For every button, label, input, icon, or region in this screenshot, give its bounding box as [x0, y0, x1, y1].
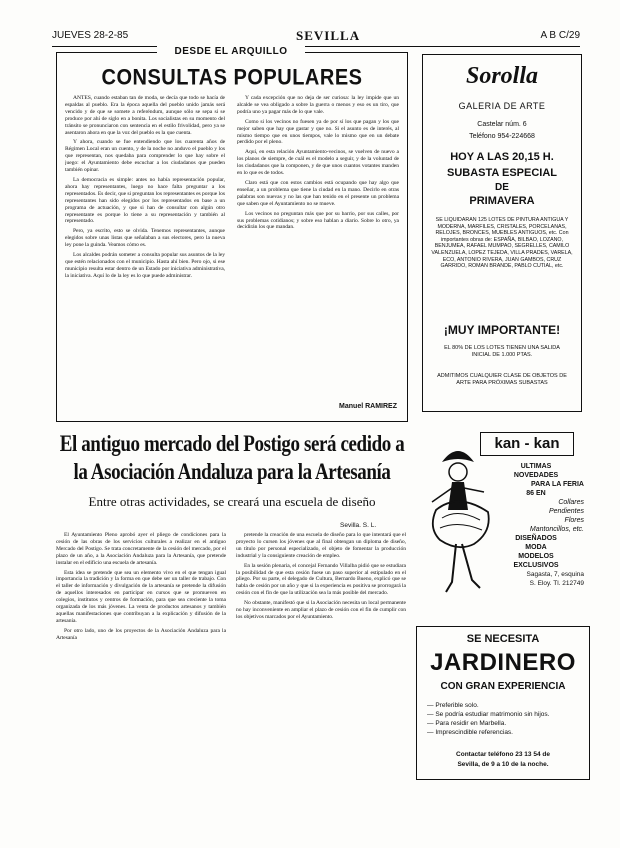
kankan-line: S. Eloy. Tl. 212749: [529, 580, 584, 587]
sorolla-hook3: DE: [495, 182, 509, 193]
news-text-col1: [56, 532, 226, 778]
jardinero-title: JARDINERO: [430, 649, 576, 676]
kankan-line: PARA LA FERIA: [530, 481, 584, 488]
jardinero-item-text: Para residir en Marbella.: [435, 720, 507, 727]
arquillo-kicker: DESDE EL ARQUILLO: [157, 46, 305, 57]
sorolla-hook4: PRIMAVERA: [469, 195, 535, 207]
kankan-line: Pendientes: [548, 508, 584, 515]
sorolla-phone: Teléfono 954-224668: [469, 133, 535, 140]
dancer-ruffle: [440, 513, 482, 530]
arquillo-para: Como si los vecinos no fuesen ya de por sí los que pagan y los que mejor saben que hay que gastar y que no. Si el asunto es de interés, al mismo tiempo que en unos tiempos, vale lo mismo que en un debate perdido por el pleno.: [237, 118, 399, 146]
jardinero-ad: [416, 626, 590, 780]
header-rule: [52, 46, 580, 47]
arquillo-column: [56, 46, 408, 422]
sorolla-logo: Sorolla: [465, 63, 539, 89]
jardinero-item: — Imprescindible referencias.: [427, 729, 513, 736]
sorolla-note2: ADMITIMOS CUALQUIER CLASE DE OBJETOS DE ARTE PARA PRÓXIMAS SUBASTAS: [437, 373, 567, 386]
kankan-copy: [488, 462, 584, 588]
sorolla-address: Castelar núm. 6: [477, 121, 527, 128]
jardinero-contact2: Sevilla, de 9 a 10 de la noche.: [457, 761, 549, 768]
header-section: SEVILLA: [296, 28, 361, 43]
arquillo-para: Los vecinos no preguntan más que por su barrio, por sus calles, por sus problemas cotidianos; y sobre eso hablan a diario. Sobre lo otro, ya decidirán los que mandan.: [237, 210, 399, 231]
jardinero-item-text: Preferible solo.: [435, 702, 479, 709]
arquillo-para: Aquí, en esta relación Ayuntamiento-vecinos, se vuelven de nuevo a los planos de siempre, de cuál es el modelo a seguir, y de la voluntad de los ciudadanos que la componen, y de que unos cuantos votantes manden en lo que es de todos.: [237, 149, 399, 177]
news-para: pretende la creación de una escuela de diseño para lo que intentará que el proyecto lo cursen los jóvenes que al final obtengan un diploma de diseño, un título por personal especializado, el objeto de fomentar la producción industrial y la consiguiente creación de empleo.: [236, 532, 406, 559]
dancer-body: [448, 482, 468, 510]
arquillo-para: La democracia es simple: antes no había representación popular, ahora hay representantes, luego no hace falta preguntar a los representados. Es decir, que si preguntan los representantes es porque los representantes han sido elegidos por los representados en base a un programa de actuación, y que si han de consultar con algún otro representante es porque lo tiene a su representación y también al representado.: [65, 176, 225, 225]
dancer-head: [449, 463, 467, 481]
news-text-col2: [236, 532, 406, 778]
kankan-line: 86 EN: [526, 490, 546, 497]
arquillo-para: Y ahora, cuando se fue entendiendo que los cuarenta años de Régimen Local eran un cuento, y de la noche no anduvo el pueblo y los que representan, nos quedaba para comprender lo que hay sobre el juego: el Ayuntamiento debe escuchar a los ciudadanos que pueden también opinar.: [65, 139, 225, 174]
news-byline: Sevilla. S. L.: [340, 522, 377, 529]
news-headline-2: la Asociación Andaluza para la Artesanía: [73, 459, 391, 485]
jardinero-item: — Para residir en Marbella.: [427, 720, 507, 727]
kankan-line: Sagasta, 7, esquina: [526, 571, 584, 578]
jardinero-item-text: Imprescindible referencias.: [435, 729, 513, 736]
sorolla-list: SE LIQUIDARAN 125 LOTES DE PINTURA ANTIGUA Y MODERNA, MARFILES, CRISTALES, PORCELANAS, RELOJES, BRONCES, MUEBLES ANTIGUOS, etc. Con importantes obras de: ESPAÑA, BILBAO, LOZANO, BENJUMEA, RAFAEL MUMPAO, SEGRELLES, CAMILO VALENZUELA, LOPEZ TEJEDA, VILLA PRADES, VARELA, ECO, ANTONIO RIVERA, JUAN GAMBOS, CRUZ GARRIDO, ROMAN BRANDE, PABLO CUTIAL, etc.: [431, 217, 573, 270]
dancer-leg: [446, 544, 480, 592]
jardinero-item-text: Se podría estudiar matrimonio sin hijos.: [435, 711, 550, 718]
arquillo-para: ANTES, cuando estaban tan de moda, se decía que todo se hacía de espaldas al pueblo. Era la época aquella del pueblo unido jamás será vencido y de que se somete a referéndum, aunque sólo se sepa si se produce por ahí de siglo en a bonita. Los socialistas en su momento del tránsito se pronunciaron con sentencia en el estilo frivolidad, pero ya se asentaron ahora en que la voz del pueblo es la que cuenta.: [65, 95, 225, 136]
kankan-line: MODA: [525, 544, 547, 551]
jardinero-subtitle: CON GRAN EXPERIENCIA: [440, 681, 566, 692]
sorolla-ad: [422, 54, 582, 412]
sorolla-note1: EL 80% DE LOS LOTES TIENEN UNA SALIDA INICIAL DE 1.000 PTAS.: [444, 345, 560, 358]
arquillo-para: Pero, ya escrito, esto se olvida. Tenemos representantes, aunque elegidos sobre unas listas que señalaban a sus electores, pero la nueva ley pone la guinda. Veamos cómo es.: [65, 228, 225, 249]
news-para: En la sesión plenaria, el concejal Fernando Villalba pidió que se estudiara la posibilidad de que esta cesión fuese un paso superior al estipulado en el pliego. Por su parte, el delegado de Cultura, Bernardo Bueno, explicó que se habla de cesión por un año y que si la experiencia es positiva se prorrogará la cesión con el fin de que la utilización sea la más posible del mercado.: [236, 562, 406, 597]
dancer-hat: [442, 451, 474, 462]
news-para: No obstante, manifestó que si la Asociación necesita un local permanente no hay inconveniente en ampliar el plazo de cesión con el fin de cumplir con los objetivos marcados por el Ayuntamiento.: [236, 600, 406, 620]
kankan-line: MODELOS: [518, 553, 554, 560]
news-para: Por otro lado, uno de los proyectos de la Asociación Andaluza para la Artesanía: [56, 627, 226, 641]
news-headline-1: El antiguo mercado del Postigo será cedido a: [59, 431, 405, 457]
sorolla-hook2: SUBASTA ESPECIAL: [446, 167, 557, 179]
header-page: A B C/29: [540, 30, 580, 41]
arquillo-text-col2: [237, 95, 399, 395]
sorolla-hook1: HOY A LAS 20,15 H.: [450, 151, 554, 163]
arquillo-signature: Manuel RAMIREZ: [339, 403, 397, 410]
kankan-line: ULTIMAS: [520, 463, 552, 470]
news-subhead: Entre otras actividades, se creará una escuela de diseño: [88, 494, 376, 509]
jardinero-list: [427, 701, 583, 737]
kankan-brand: kan - kan: [480, 432, 574, 456]
kankan-line: EXCLUSIVOS: [513, 562, 559, 569]
jardinero-top: SE NECESITA: [466, 633, 540, 645]
news-para: El Ayuntamiento Pleno aprobó ayer el pliego de condiciones para la cesión de las obras de los servicios culturales a realizar en el antiguo Mercado del Postigo. Se trata concretamente de la cesión del mercado, por el plazo de un año, a la Asociación Andaluza para la Artesanía, que pretende instalar en el edificio una escuela de artesanía.: [56, 532, 226, 566]
arquillo-para: Y cada excepción que no deja de ser curiosa: la ley impide que un alcalde se vea obligado a sobre la guerra o menos y eso es un tiro, que podría uno ya pagar más de lo que vale.: [237, 95, 399, 115]
sorolla-subtitle: GALERIA DE ARTE: [458, 101, 546, 111]
header-date: JUEVES 28-2-85: [52, 30, 129, 41]
arquillo-title: CONSULTAS POPULARES: [101, 65, 363, 91]
arquillo-text-col1: [65, 95, 225, 413]
kankan-ad: [418, 428, 586, 616]
kankan-line: Collares: [558, 499, 584, 506]
arquillo-para: Claro está que con estos cambios está ocupando que hay algo que enseñar, a un problema que tiene la ciudad en la mano. Decirlo en otras palabras son nuevas y no las que han tenido en el presente un problema que saben que el Ayuntamiento no se mueve.: [237, 179, 399, 207]
kankan-line: Mantoncillos, etc.: [529, 526, 584, 533]
arquillo-para: Los alcaldes podrán someter a consulta popular sus asuntos de la ley que estén relacionados con el municipio. Hasta ahí bien. Pero ojo, si ese municipio resulta estar dentro de un Estado por iniciativa administrativa, la iniciativa. Aquí lo de la ley es lo que puede administrar.: [65, 252, 225, 279]
page-header: [52, 30, 580, 44]
jardinero-item: — Se podría estudiar matrimonio sin hijos.: [427, 711, 550, 718]
jardinero-item: — Preferible solo.: [427, 702, 479, 709]
news-para: Esta idea se pretende que sea un elemento vivo en el que tengan igual importancia la tradición y la forma en que debe ser un taller de trabajo. Con el taller de información y divulgación de la artesanía se pretende la difusión de aquellos interesados en participar en cursos que se promueven en colegios, institutos y centros de formación, para que sea creciente la toma organizada de los más jóvenes. La venta de productos artesanos y también aquellas manifestaciones que contribuyan a la explicación y difusión de la artesanía.: [56, 569, 226, 624]
jardinero-contact1: Contactar teléfono 23 13 54 de: [456, 751, 550, 758]
kankan-line: DISEÑADOS: [515, 535, 557, 542]
kankan-line: Flores: [564, 517, 584, 524]
kankan-line: NOVEDADES: [513, 472, 559, 479]
sorolla-important: ¡MUY IMPORTANTE!: [443, 323, 561, 337]
